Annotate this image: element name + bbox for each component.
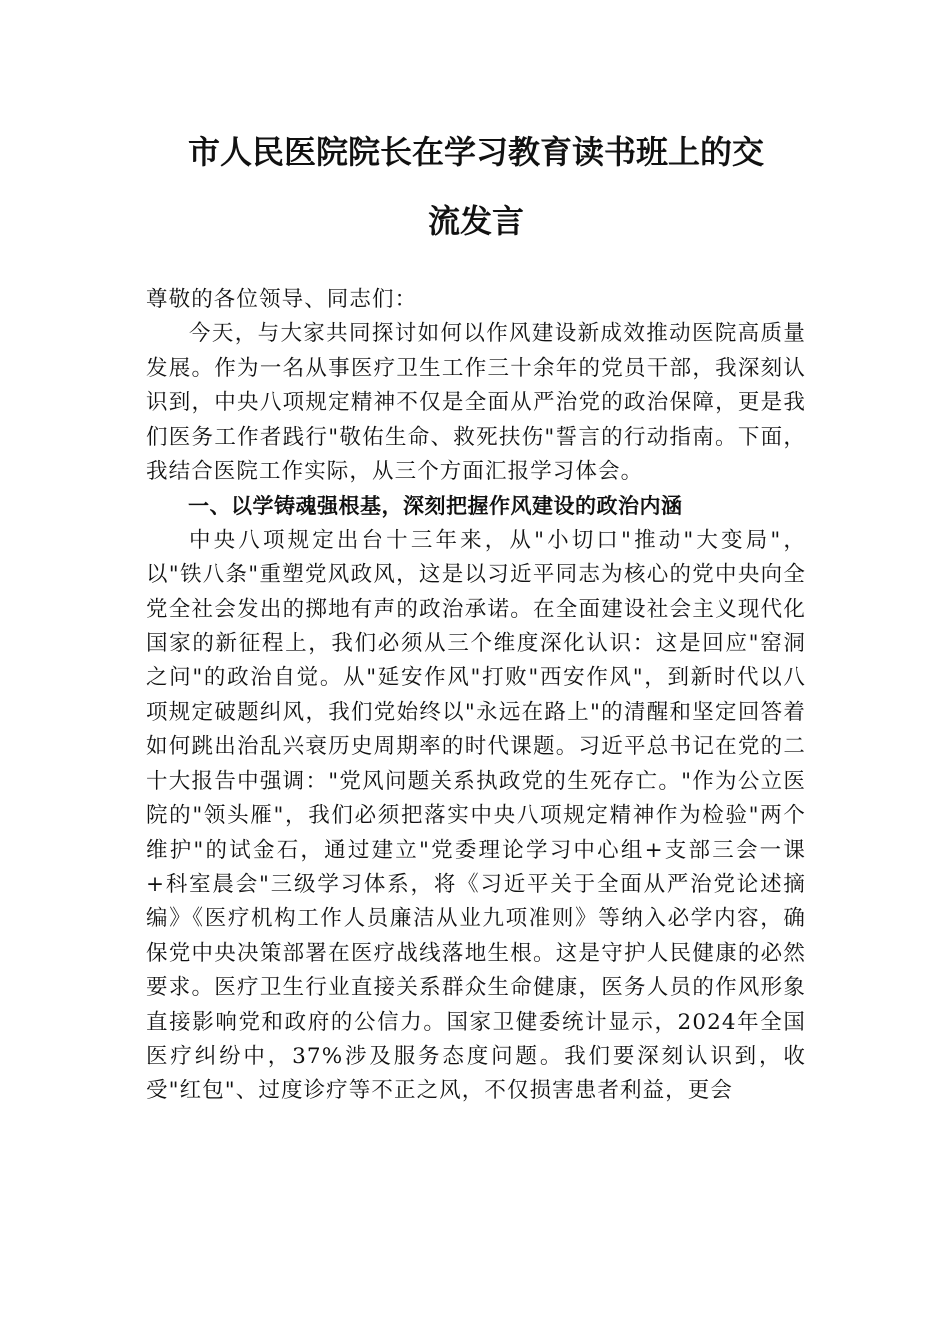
section-paragraph: 中央八项规定出台十三年来，从"小切口"推动"大变局"，以"铁八条"重塑党风政风，这是以习近平同志为核心的党中央向全党全社会发出的掷地有声的政治承诺。在全面建设社会主义现代化国家的新征程上，我们必须从三个维度深化认识：这是回应"窑洞之问"的政治自觉。从"延安作风"打败"西安作风"，到新时代以八项规定破题纠风，我们党始终以"永远在路上"的清醒和坚定回答着如何跳出治乱兴衰历史周期率的时代课题。习近平总书记在党的二十大报告中强调："党风问题关系执政党的生死存亡。"作为公立医院的"领头雁"，我们必须把落实中央八项规定精神作为检验"两个维护"的试金石，通过建立"党委理论学习中心组+支部三会一课+科室晨会"三级学习体系，将《习近平关于全面从严治党论述摘编》《医疗机构工作人员廉洁从业九项准则》等纳入必学内容，确保党中央决策部署在医疗战线落地生根。这是守护人民健康的必然要求。医疗卫生行业直接关系群众生命健康，医务人员的作风形象直接影响党和政府的公信力。国家卫健委统计显示，2024年全国医疗纠纷中，37%涉及服务态度问题。我们要深刻认识到，收受"红包"、过度诊疗等不正之风，不仅损害患者利益，更会 — [146, 527, 806, 1104]
section-heading: 一、以学铸魂强根基，深刻把握作风建设的政治内涵 — [188, 494, 683, 519]
document-title-line2: 流发言 — [427, 202, 524, 240]
document-title-line1: 市人民医院院长在学习教育读书班上的交 — [187, 133, 764, 171]
intro-paragraph: 今天，与大家共同探讨如何以作风建设新成效推动医院高质量发展。作为一名从事医疗卫生工作三十余年的党员干部，我深刻认识到，中央八项规定精神不仅是全面从严治党的政治保障，更是我们医务工作者践行"敬佑生命、救死扶伤"誓言的行动指南。下面，我结合医院工作实际，从三个方面汇报学习体会。 — [146, 321, 806, 485]
document-body — [146, 283, 806, 1109]
salutation: 尊敬的各位领导、同志们： — [146, 287, 418, 312]
